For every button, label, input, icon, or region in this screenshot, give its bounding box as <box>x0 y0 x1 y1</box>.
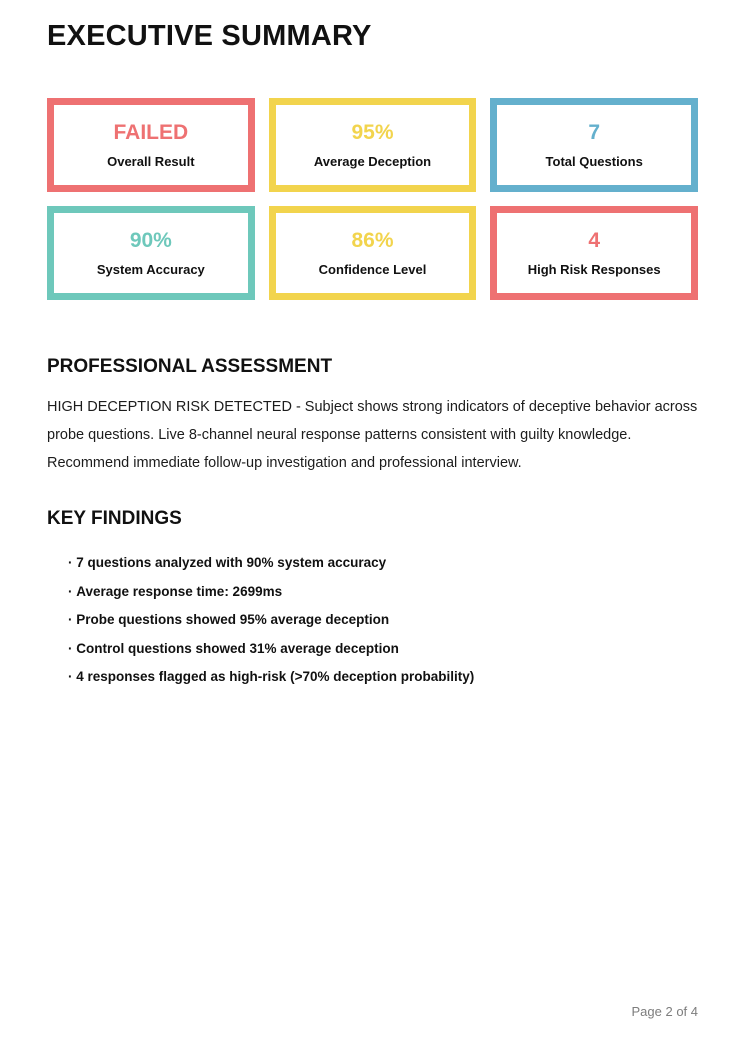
professional-assessment-section <box>47 356 698 477</box>
key-findings-section <box>47 508 698 692</box>
stat-value: FAILED <box>113 121 189 145</box>
stat-value: 95% <box>351 121 394 145</box>
finding-item: · 4 responses flagged as high-risk (>70% deception probability) <box>68 663 698 692</box>
assessment-body-text: HIGH DECEPTION RISK DETECTED - Subject shows strong indicators of deceptive behavior across probe questions. Live 8-channel neural response patterns consistent with guilty knowledge. Recommend immediate follow-up investigation and professional interview. <box>47 399 698 471</box>
stat-card-average-deception <box>269 98 477 192</box>
findings-list <box>47 549 698 692</box>
finding-item: · Average response time: 2699ms <box>68 578 698 607</box>
stat-card-system-accuracy <box>47 206 255 300</box>
stat-label: Total Questions <box>545 153 643 169</box>
stat-card-confidence-level <box>269 206 477 300</box>
stat-value: 90% <box>129 229 172 253</box>
finding-item: · Probe questions showed 95% average deception <box>68 606 698 635</box>
finding-item: · 7 questions analyzed with 90% system accuracy <box>68 549 698 578</box>
assessment-heading: PROFESSIONAL ASSESSMENT <box>47 356 333 377</box>
findings-heading: KEY FINDINGS <box>47 508 182 529</box>
stat-card-high-risk-responses <box>490 206 698 300</box>
stat-value: 7 <box>588 121 600 145</box>
finding-item: · Control questions showed 31% average deception <box>68 635 698 664</box>
stat-card-overall-result <box>47 98 255 192</box>
stat-label: System Accuracy <box>96 261 205 277</box>
stat-card-total-questions <box>490 98 698 192</box>
stat-label: Overall Result <box>107 153 195 169</box>
stat-value: 4 <box>588 229 600 253</box>
stat-grid <box>47 98 698 300</box>
stat-label: Average Deception <box>313 153 432 169</box>
stat-label: High Risk Responses <box>527 261 661 277</box>
stat-value: 86% <box>351 229 394 253</box>
stat-label: Confidence Level <box>318 261 427 277</box>
page-number: Page 2 of 4 <box>631 1004 698 1019</box>
page-title: EXECUTIVE SUMMARY <box>47 20 372 52</box>
